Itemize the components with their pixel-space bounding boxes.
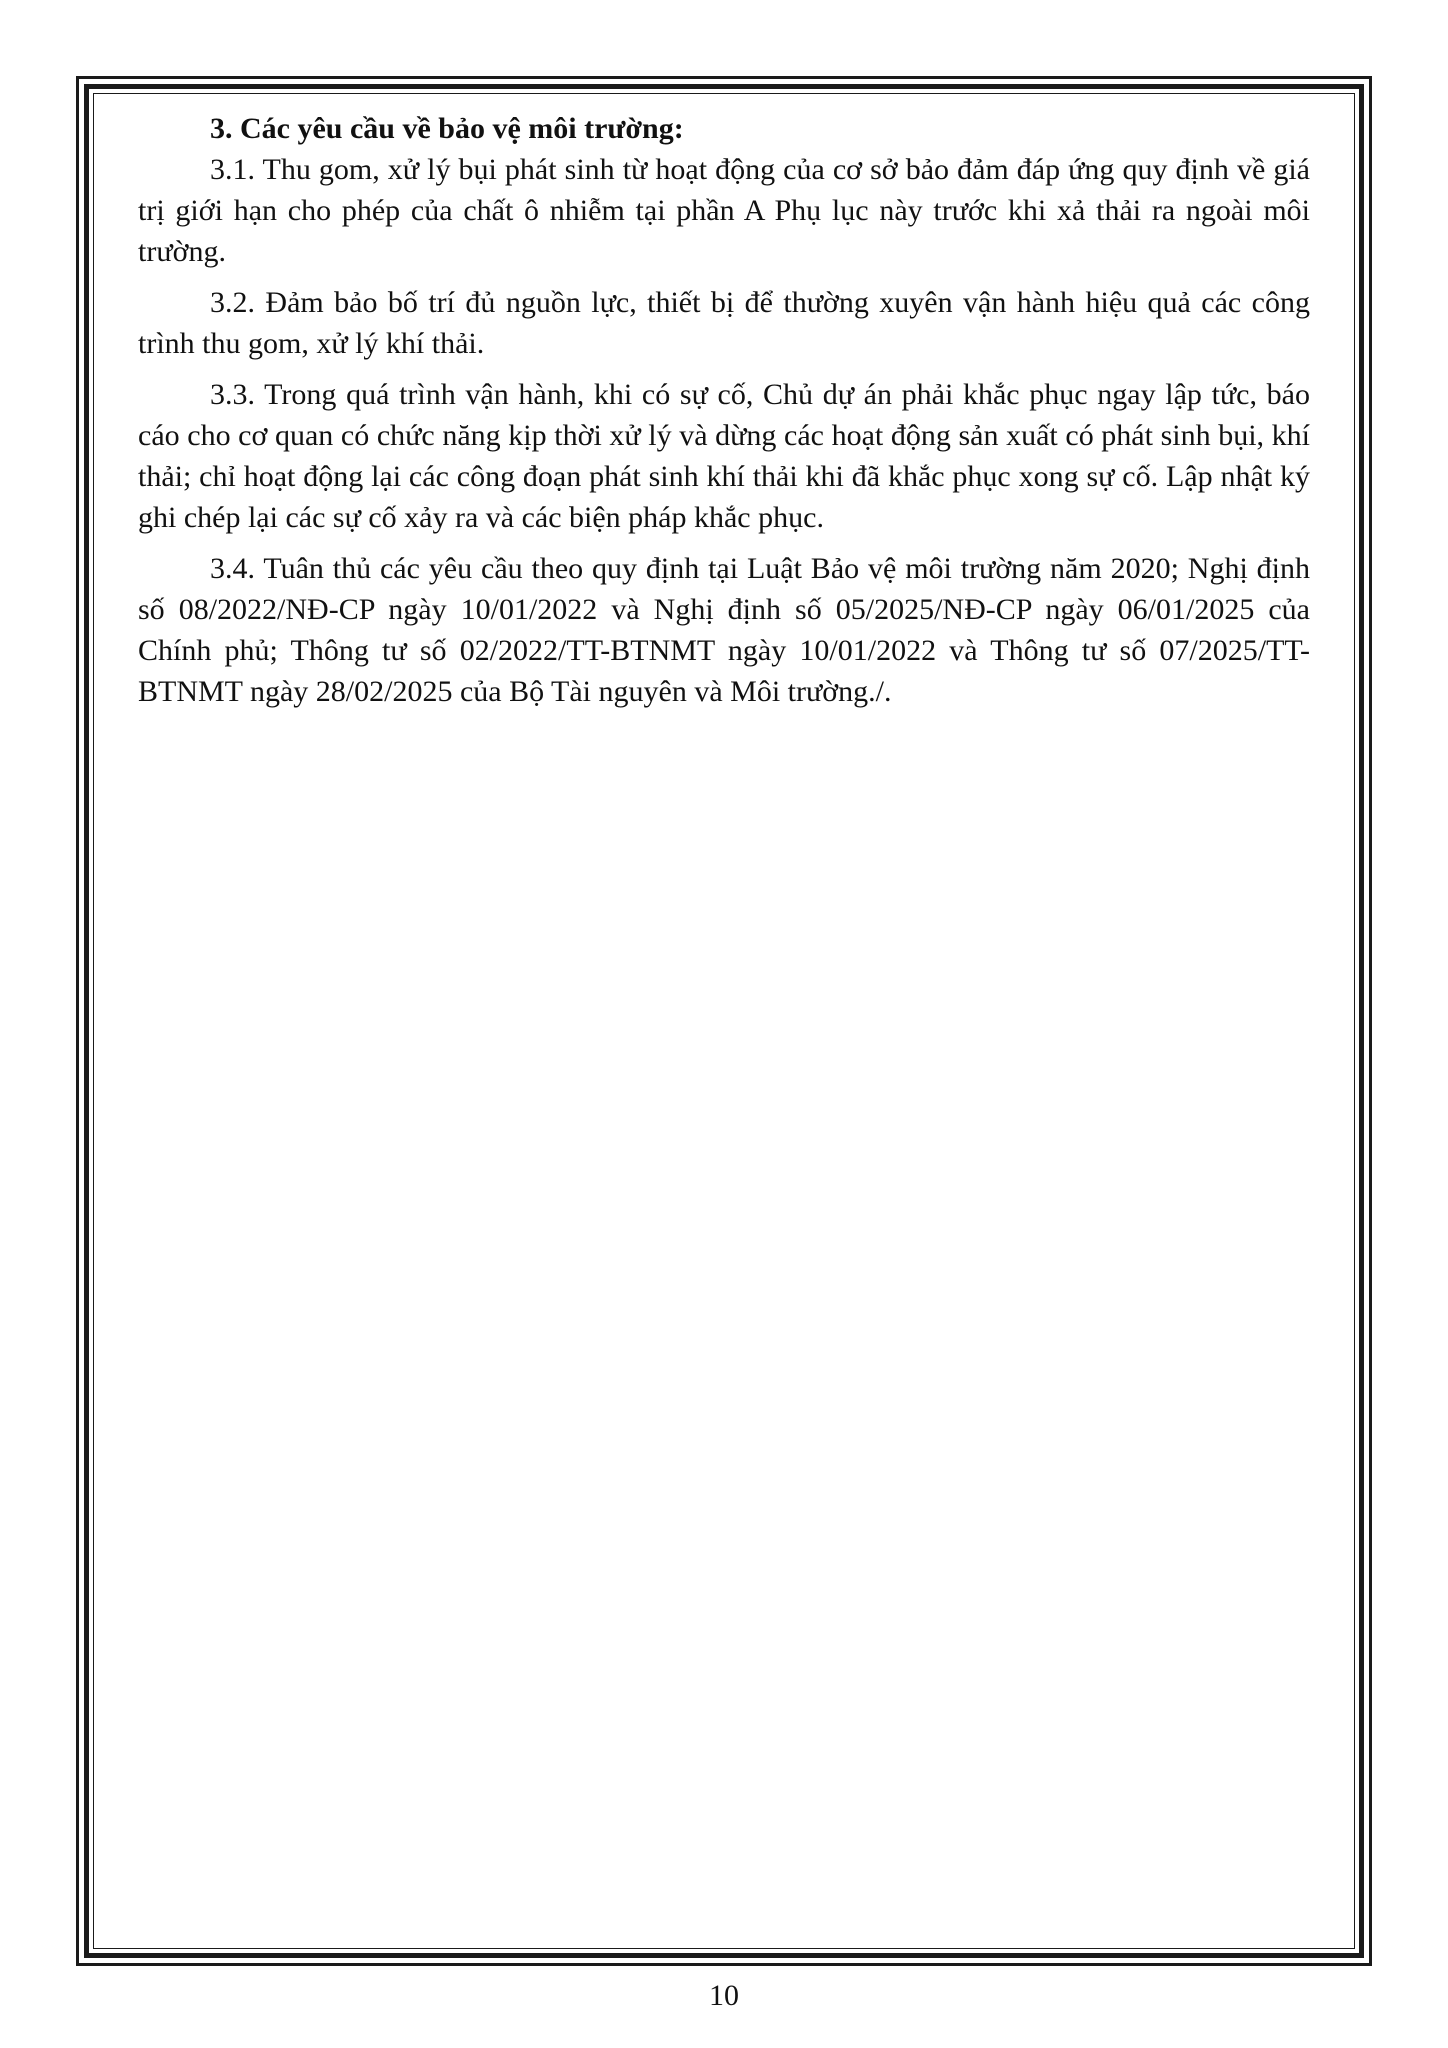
paragraph-3-4: 3.4. Tuân thủ các yêu cầu theo quy định tại Luật Bảo vệ môi trường năm 2020; Nghị định số 08/2022/NĐ-CP ngày 10/01/2022 và Nghị định số 05/2025/NĐ-CP ngày 06/01/2025 của Chính phủ; Thông tư số 02/2022/TT-BTNMT ngày 10/01/2022 và Thông tư số 07/2025/TT-BTNMT ngày 28/02/2025 của Bộ Tài nguyên và Môi trường./. — [138, 552, 1310, 708]
document-body — [138, 108, 1310, 722]
paragraph-3-3: 3.3. Trong quá trình vận hành, khi có sự cố, Chủ dự án phải khắc phục ngay lập tức, báo cáo cho cơ quan có chức năng kịp thời xử lý và dừng các hoạt động sản xuất có phát sinh bụi, khí thải; chỉ hoạt động lại các công đoạn phát sinh khí thải khi đã khắc phục xong sự cố. Lập nhật ký ghi chép lại các sự cố xảy ra và các biện pháp khắc phục. — [138, 378, 1310, 534]
page-number: 10 — [709, 1979, 739, 2012]
section-heading: 3. Các yêu cầu về bảo vệ môi trường: — [210, 112, 684, 145]
paragraph-3-1: 3.1. Thu gom, xử lý bụi phát sinh từ hoạt động của cơ sở bảo đảm đáp ứng quy định về giá trị giới hạn cho phép của chất ô nhiễm tại phần A Phụ lục này trước khi xả thải ra ngoài môi trường. — [138, 153, 1310, 268]
paragraph-3-2: 3.2. Đảm bảo bố trí đủ nguồn lực, thiết bị để thường xuyên vận hành hiệu quả các công trình thu gom, xử lý khí thải. — [138, 286, 1310, 360]
